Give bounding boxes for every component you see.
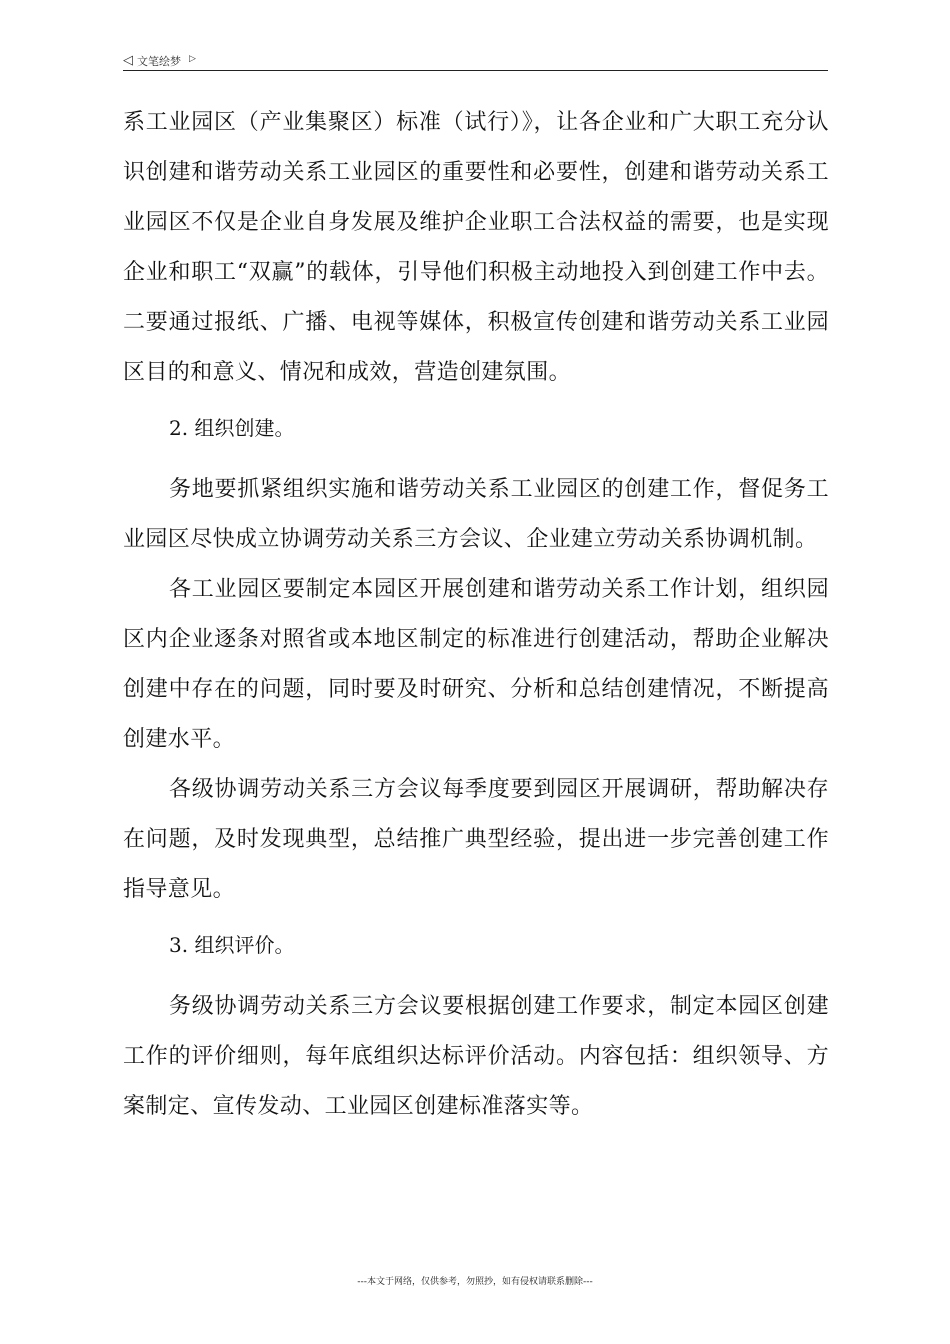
- header-title: 文笔绘梦: [137, 55, 181, 68]
- page-footer-note: ---本文于网络，仅供参考，勿照抄，如有侵权请联系删除---: [357, 1277, 593, 1287]
- paragraph-evaluation-rules: 务级协调劳动关系三方会议要根据创建工作要求，制定本园区创建工作的评价细则，每年底组织达标评价活动。内容包括：组织领导、方案制定、宣传发动、工业园区创建标准落实等。: [123, 994, 829, 1119]
- left-triangle-icon: ◁: [123, 52, 133, 68]
- section-heading-organize-evaluation: 3. 组织评价。: [169, 933, 295, 957]
- paragraph-implementation: 务地要抓紧组织实施和谐劳动关系工业园区的创建工作，督促务工业园区尽快成立协调劳动关系三方会议、企业建立劳动关系协调机制。: [123, 477, 829, 552]
- page-header: [123, 52, 828, 71]
- document-body: [123, 98, 829, 1132]
- paragraph-tripartite-research: 各级协调劳动关系三方会议每季度要到园区开展调研，帮助解决存在问题，及时发现典型，总结推广典型经验，提出进一步完善创建工作指导意见。: [123, 777, 829, 902]
- right-triangle-icon: ▷: [189, 53, 196, 64]
- section-heading-organize-creation: 2. 组织创建。: [169, 416, 295, 440]
- paragraph-park-plan: 各工业园区要制定本园区开展创建和谐劳动关系工作计划，组织园区内企业逐条对照省或本地区制定的标准进行创建活动，帮助企业解决创建中存在的问题，同时要及时研究、分析和总结创建情况，不断提高创建水平。: [123, 577, 829, 752]
- paragraph-publicity: 系工业园区（产业集聚区）标准（试行）》，让各企业和广大职工充分认识创建和谐劳动关系工业园区的重要性和必要性，创建和谐劳动关系工业园区不仅是企业自身发展及维护企业职工合法权益的需要，也是实现企业和职工“双赢”的载体，引导他们积极主动地投入到创建工作中去。二要通过报纸、广播、电视等媒体，积极宣传创建和谐劳动关系工业园区目的和意义、情况和成效，营造创建氛围。: [123, 110, 829, 385]
